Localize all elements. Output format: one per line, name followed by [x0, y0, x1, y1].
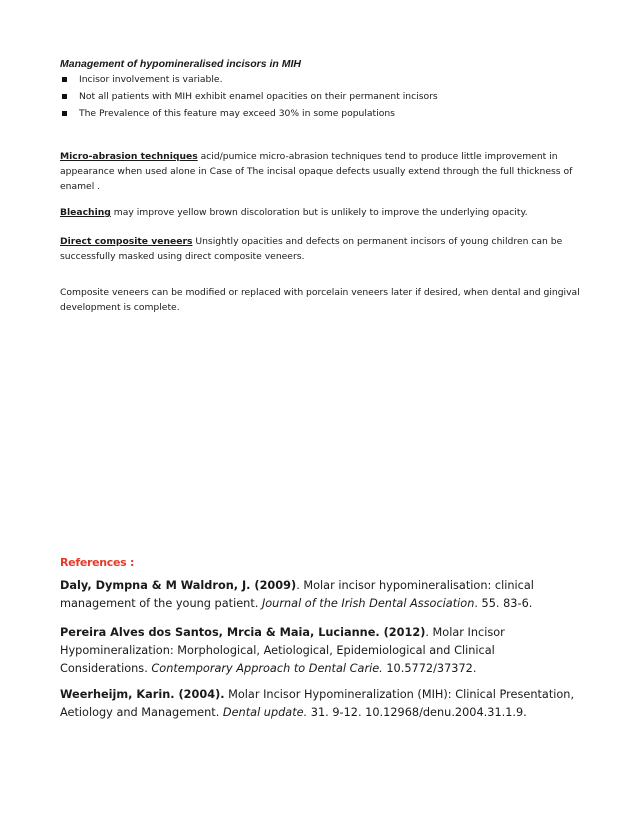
reference-title: . Molar incisor hypomineralisation: clinical management of the young patient.: [60, 579, 534, 610]
reference-journal: Dental update.: [222, 706, 308, 719]
bleaching-term: Bleaching: [60, 207, 111, 218]
reference-title: . Molar Incisor Hypomineralization: Morphological, Aetiological, Epidemiological and Clinical Considerations.: [60, 626, 505, 675]
list-item: [60, 88, 438, 105]
bleaching-text: may improve yellow brown discoloration but is unlikely to improve the underlying opacity.: [110, 207, 528, 218]
veneers-paragraph: [60, 234, 582, 264]
reference-tail: . 55. 83-6.: [474, 597, 533, 610]
reference-title: Molar Incisor Hypomineralization (MIH): Clinical Presentation, Aetiology and Management.: [60, 688, 575, 719]
list-item-text: Incisor involvement is variable.: [79, 74, 223, 85]
micro-abrasion-paragraph: [60, 149, 582, 194]
reference-tail: 31. 9-12. 10.12968/denu.2004.31.1.9.: [307, 706, 527, 719]
veneers-term: Direct composite veneers: [60, 236, 193, 247]
micro-abrasion-text: acid/pumice micro-abrasion techniques tend to produce little improvement in appearance when used alone in Case of The incisal opaque defects usually extend through the full thickness of enamel .: [60, 151, 573, 192]
reference-item: [60, 577, 582, 613]
list-item: [60, 105, 438, 122]
section-title: Management of hypomineralised incisors in MIH: [60, 58, 301, 70]
composite-note-paragraph: Composite veneers can be modified or replaced with porcelain veneers later if desired, when dental and gingival development is complete.: [60, 287, 580, 313]
reference-authors: Daly, Dympna & M Waldron, J. (2009): [60, 579, 297, 592]
square-bullet-icon: [62, 94, 67, 99]
reference-authors: Pereira Alves dos Santos, Mrcia & Maia, Lucianne. (2012): [60, 626, 426, 639]
reference-journal: Journal of the Irish Dental Association: [261, 597, 475, 610]
reference-authors: Weerheijm, Karin. (2004).: [60, 688, 225, 701]
references-heading: References :: [60, 556, 135, 569]
list-item-text: The Prevalence of this feature may exceed 30% in some populations: [79, 108, 395, 119]
micro-abrasion-term: Micro-abrasion techniques: [60, 151, 198, 162]
reference-item: [60, 686, 582, 722]
list-item-text: Not all patients with MIH exhibit enamel opacities on their permanent incisors: [79, 91, 438, 102]
square-bullet-icon: [62, 77, 67, 82]
bullet-list: [60, 71, 438, 122]
list-item: [60, 71, 438, 88]
reference-journal: Contemporary Approach to Dental Carie.: [151, 662, 383, 675]
reference-item: [60, 624, 582, 678]
veneers-text: Unsightly opacities and defects on permanent incisors of young children can be successfully masked using direct composite veneers.: [60, 236, 563, 262]
bleaching-paragraph: [60, 205, 582, 220]
reference-tail: 10.5772/37372.: [382, 662, 477, 675]
square-bullet-icon: [62, 111, 67, 116]
